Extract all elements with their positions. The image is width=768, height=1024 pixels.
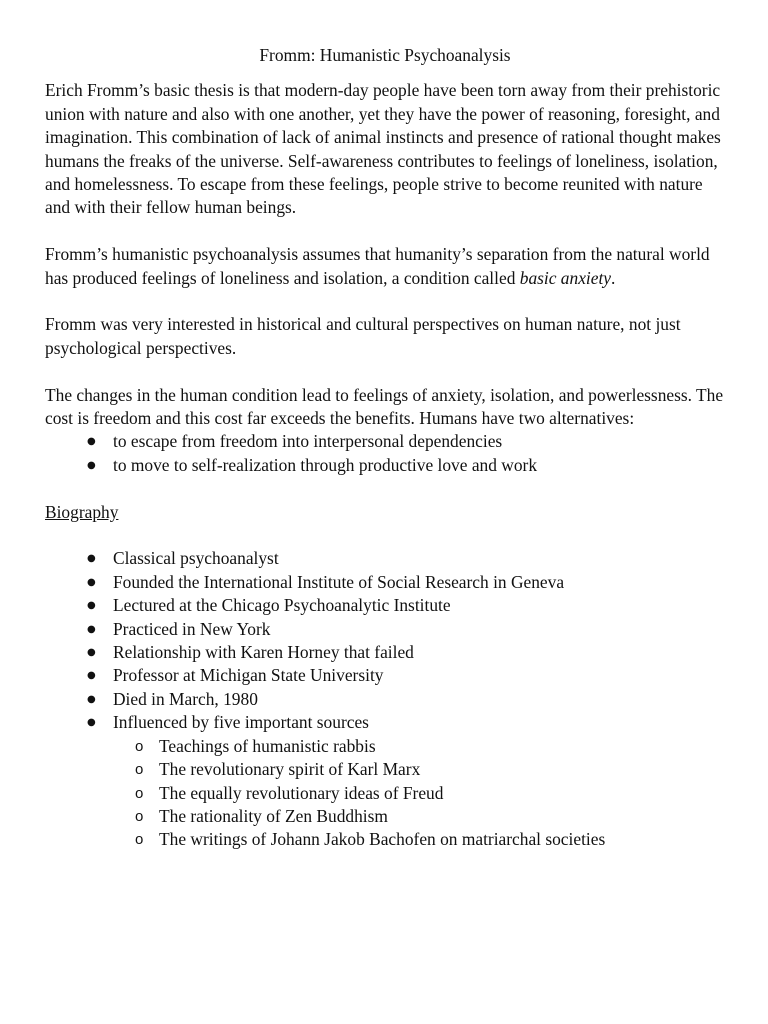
sub-list-item: o The revolutionary spirit of Karl Marx bbox=[135, 758, 725, 781]
paragraph-basic-anxiety-text: Fromm’s humanistic psychoanalysis assumes that humanity’s separation from the natural world has produced feelings of loneliness and isolation, a condition called bbox=[45, 244, 710, 288]
sub-list-item: o The equally revolutionary ideas of Freud bbox=[135, 782, 725, 805]
sub-list-item: o Teachings of humanistic rabbis bbox=[135, 735, 725, 758]
list-item: ● Professor at Michigan State University bbox=[87, 664, 725, 687]
paragraph-thesis: Erich Fromm’s basic thesis is that modern-day people have been torn away from their prehistoric union with nature and also with one another, yet they have the power of reasoning, foresight, and imagination. This combination of lack of animal instincts and presence of rational thought makes humans the freaks of the universe. Self-awareness contributes to feelings of loneliness, isolation, and homelessness. To escape from these feelings, people strive to become reunited with nature and with their fellow human beings. bbox=[45, 80, 721, 218]
document-title: Fromm: Humanistic Psychoanalysis bbox=[259, 45, 511, 65]
sources-list bbox=[113, 735, 725, 852]
sub-list-item: o The rationality of Zen Buddhism bbox=[135, 805, 725, 828]
list-item: ● Died in March, 1980 bbox=[87, 688, 725, 711]
paragraph-perspectives: Fromm was very interested in historical and cultural perspectives on human nature, not just psychological perspectives. bbox=[45, 314, 681, 358]
paragraph-basic-anxiety-end: . bbox=[611, 267, 616, 288]
paragraph-alternatives: The changes in the human condition lead to feelings of anxiety, isolation, and powerlessness. The cost is freedom and this cost far exceeds the benefits. Humans have two alternatives: bbox=[45, 384, 724, 429]
alternatives-list bbox=[45, 430, 725, 477]
biography-list bbox=[45, 547, 725, 851]
basic-anxiety-term: basic anxiety bbox=[519, 267, 612, 288]
influences-label: Influenced by five important sources bbox=[113, 712, 369, 733]
spacer bbox=[45, 477, 725, 500]
list-item: ● Lectured at the Chicago Psychoanalytic Institute bbox=[87, 594, 725, 617]
list-item: ● Classical psychoanalyst bbox=[87, 547, 725, 570]
list-item: ● Practiced in New York bbox=[87, 618, 725, 641]
list-item: ● to move to self-realization through productive love and work bbox=[87, 454, 725, 477]
paragraph-basic-anxiety bbox=[45, 243, 725, 290]
biography-heading: Biography bbox=[45, 501, 119, 522]
list-item-influences bbox=[87, 711, 725, 851]
document-page bbox=[45, 44, 725, 852]
list-item: ● Relationship with Karen Horney that failed bbox=[87, 641, 725, 664]
list-item: ● Founded the International Institute of Social Research in Geneva bbox=[87, 571, 725, 594]
sub-list-item: o The writings of Johann Jakob Bachofen on matriarchal societies bbox=[135, 828, 725, 851]
list-item: ● to escape from freedom into interpersonal dependencies bbox=[87, 430, 725, 453]
